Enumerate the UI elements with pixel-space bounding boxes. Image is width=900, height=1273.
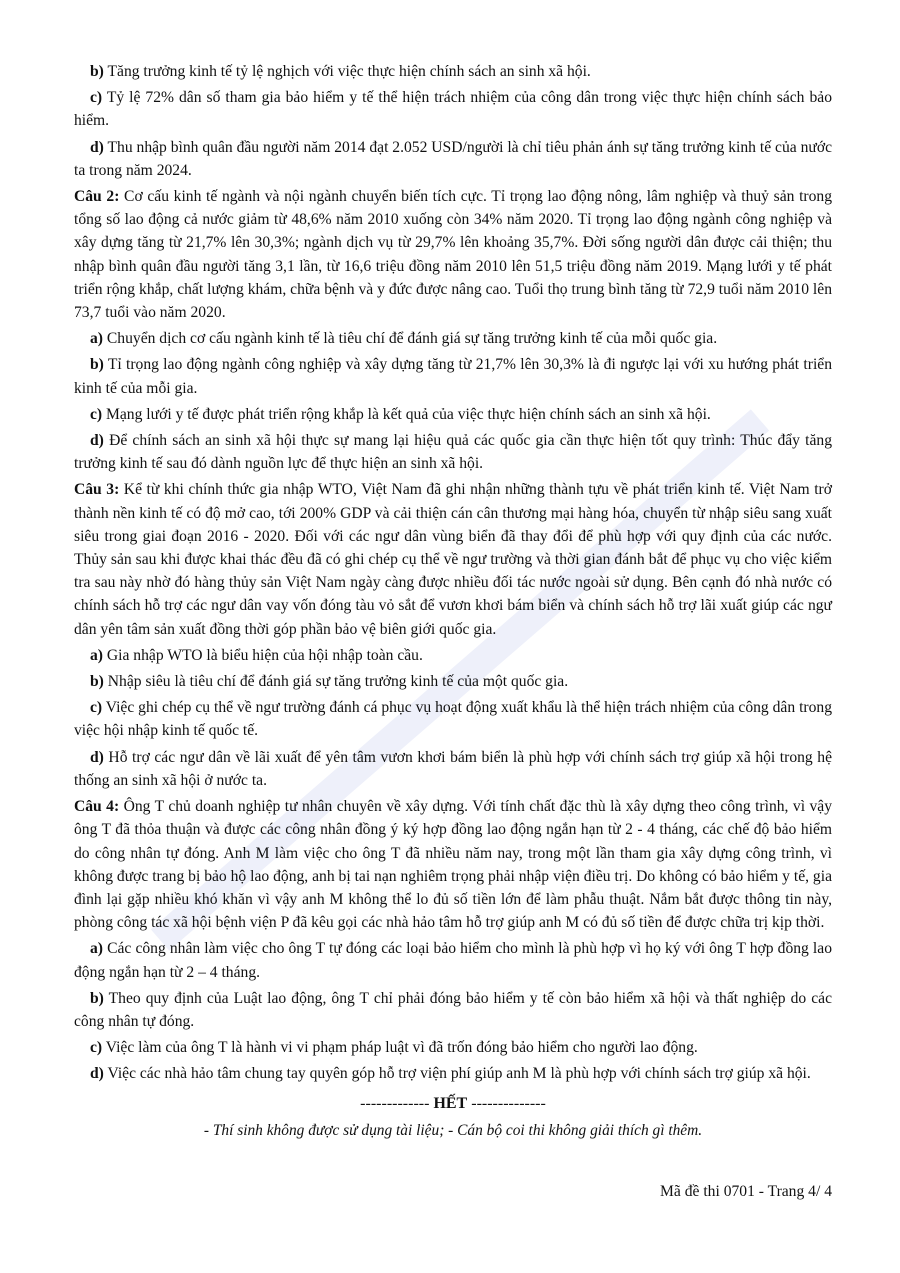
option-label: d) (90, 1065, 104, 1083)
q1-option-b (74, 60, 832, 83)
option-label: a) (90, 330, 103, 348)
page-footer: Mã đề thi 0701 - Trang 4/ 4 (660, 1183, 832, 1200)
option-text: Để chính sách an sinh xã hội thực sự mang lại hiệu quả các quốc gia cần thực hiện tốt quy trình: Thúc đẩy tăng trưởng kinh tế sau đó dành nguồn lực để thực hiện an sinh xã hội. (74, 432, 832, 473)
q4-option-a (74, 937, 832, 983)
option-text: Chuyển dịch cơ cấu ngành kinh tế là tiêu chí để đánh giá sự tăng trưởng kinh tế của mỗi quốc gia. (103, 330, 718, 348)
exam-page (74, 60, 832, 1142)
option-text: Hỗ trợ các ngư dân về lãi xuất để yên tâm vươn khơi bám biển là phù hợp với chính sách trợ giúp xã hội trong hệ thống an sinh xã hội ở nước ta. (74, 748, 832, 789)
option-label: b) (90, 356, 104, 374)
question-label: Câu 2: (74, 188, 120, 206)
q4-option-b (74, 987, 832, 1033)
question-label: Câu 4: (74, 798, 120, 816)
option-text: Tăng trưởng kinh tế tỷ lệ nghịch với việc thực hiện chính sách an sinh xã hội. (103, 63, 591, 80)
question-text: Ông T chủ doanh nghiệp tư nhân chuyên về xây dựng. Với tính chất đặc thù là xây dựng theo công trình, vì vậy ông T đã thỏa thuận và được các công nhân đồng ý ký hợp đồng lao động ngắn hạn từ 2 - 4 tháng, các chế độ bảo hiểm do công nhân tự đóng. Anh M làm việc cho ông T đã nhiều năm nay, trong một lần tham gia xây dựng công trình, vì không được trang bị bảo hộ lao động, anh bị tai nạn nghiêm trọng phải nhập viện điều trị. Do không có bảo hiểm y tế, gia đình lại gặp nhiều khó khăn vì vậy anh M không thể lo đủ số tiền lớn để làm phẫu thuật. Nắm bắt được thông tin này, phòng công tác xã hội bệnh viện P đã kêu gọi các nhà hảo tâm hỗ trợ giúp anh M có đủ số tiền để được chữa trị kịp thời. (74, 798, 832, 932)
end-marker (74, 1092, 832, 1115)
q3-option-d (74, 746, 832, 792)
q3-option-b (74, 670, 832, 693)
option-text: Tỷ lệ 72% dân số tham gia bảo hiểm y tế thể hiện trách nhiệm của công dân trong việc thực hiện chính sách bảo hiểm. (74, 89, 832, 130)
exam-note: - Thí sinh không được sử dụng tài liệu; - Cán bộ coi thi không giải thích gì thêm. (203, 1121, 703, 1139)
option-text: Các công nhân làm việc cho ông T tự đóng các loại bảo hiểm cho mình là phù hợp vì họ ký với ông T hợp đồng lao động ngắn hạn từ 2 – 4 tháng. (74, 940, 832, 981)
option-text: Việc làm của ông T là hành vi vi phạm pháp luật vì đã trốn đóng bảo hiểm cho người lao động. (102, 1039, 698, 1057)
option-label: a) (90, 646, 103, 664)
option-text: Tỉ trọng lao động ngành công nghiệp và xây dựng tăng từ 21,7% lên 30,3% là đi ngược lại với xu hướng phát triển kinh tế của mỗi gia. (74, 356, 832, 397)
end-word: HẾT (433, 1094, 468, 1112)
option-text: Theo quy định của Luật lao động, ông T chỉ phải đóng bảo hiểm y tế còn bảo hiểm xã hội và thất nghiệp do các công nhân tự đóng. (74, 989, 832, 1030)
q4-option-c (74, 1036, 832, 1059)
end-dashes-left: ------------- (360, 1094, 434, 1112)
option-text: Mạng lưới y tế được phát triển rộng khắp là kết quả của việc thực hiện chính sách an sinh xã hội. (102, 405, 711, 423)
option-label: d) (90, 138, 104, 156)
option-label: b) (90, 63, 104, 80)
q2-option-b (74, 353, 832, 399)
option-label: c) (90, 1039, 103, 1057)
q2-option-d (74, 429, 832, 475)
q3-option-c (74, 696, 832, 742)
option-text: Việc ghi chép cụ thể về ngư trường đánh cá phục vụ hoạt động xuất khẩu là thể hiện trách nhiệm của công dân trong việc hội nhập kinh tế quốc tế. (74, 699, 832, 740)
q4-option-d (74, 1062, 832, 1085)
option-label: b) (90, 989, 104, 1007)
option-label: d) (90, 748, 104, 766)
question-label: Câu 3: (74, 481, 120, 499)
q1-option-c (74, 86, 832, 132)
option-text: Thu nhập bình quân đầu người năm 2014 đạt 2.052 USD/người là chỉ tiêu phản ánh sự tăng trưởng kinh tế của nước ta trong năm 2024. (74, 138, 832, 179)
option-label: a) (90, 940, 103, 958)
q2-option-a (74, 327, 832, 350)
question-text: Kể từ khi chính thức gia nhập WTO, Việt Nam đã ghi nhận những thành tựu về phát triển kinh tế. Việt Nam trở thành nền kinh tế có độ mở cao, tới 200% GDP và cải thiện cán cân thương mại hàng hóa, chuyển từ nhập siêu sang xuất siêu trong giai đoạn 2016 - 2020. Đối với các ngư dân vùng biển đã thay đổi để phù hợp với quy định của các nước. Thủy sản sau khi được khai thác đều đã có ghi chép cụ thể về ngư trường và thời gian đánh bắt để phục vụ cho việc kiểm tra sau này nhờ đó hàng thủy sản Việt Nam ngày càng được nhiều đối tác nước ngoài sử dụng. Bên cạnh đó nhà nước có chính sách hỗ trợ các ngư dân vay vốn đóng tàu vỏ sắt để vươn khơi bám biển và chính sách hỗ trợ lãi xuất giúp các ngư dân yên tâm sản xuất đồng thời góp phần bảo vệ biên giới quốc gia. (74, 481, 832, 638)
option-text: Gia nhập WTO là biểu hiện của hội nhập toàn cầu. (103, 646, 423, 664)
option-label: d) (90, 432, 104, 450)
question-text: Cơ cấu kinh tế ngành và nội ngành chuyển biến tích cực. Tỉ trọng lao động nông, lâm nghiệp và thuỷ sản trong tổng số lao động cả nước giảm từ 48,6% năm 2010 xuống còn 34% năm 2020. Tỉ trọng lao động ngành công nghiệp và xây dựng tăng từ 21,7% lên 30,3%; ngành dịch vụ từ 29,7% lên khoảng 35,7%. Đời sống người dân được cải thiện; thu nhập bình quân đầu người tăng 3,1 lần, từ 16,6 triệu đồng năm 2010 lên 51,5 triệu đồng năm 2019. Mạng lưới y tế phát triển rộng khắp, chất lượng khám, chữa bệnh và y đức được nâng cao. Tuổi thọ trung bình tăng từ 72,9 tuổi năm 2010 lên 73,7 tuổi vào năm 2020. (74, 188, 832, 322)
option-label: c) (90, 405, 103, 423)
q3-option-a (74, 644, 832, 667)
option-text: Việc các nhà hảo tâm chung tay quyên góp hỗ trợ viện phí giúp anh M là phù hợp với chính sách trợ giúp xã hội. (103, 1065, 811, 1083)
end-dashes-right: -------------- (467, 1094, 546, 1112)
q2-stem (74, 185, 832, 324)
option-label: c) (90, 89, 103, 107)
option-text: Nhập siêu là tiêu chí để đánh giá sự tăng trưởng kinh tế của một quốc gia. (103, 673, 569, 691)
q3-stem (74, 478, 832, 640)
q1-option-d (74, 136, 832, 182)
q4-stem (74, 795, 832, 934)
option-label: c) (90, 699, 103, 717)
q2-option-c (74, 403, 832, 426)
option-label: b) (90, 673, 104, 691)
